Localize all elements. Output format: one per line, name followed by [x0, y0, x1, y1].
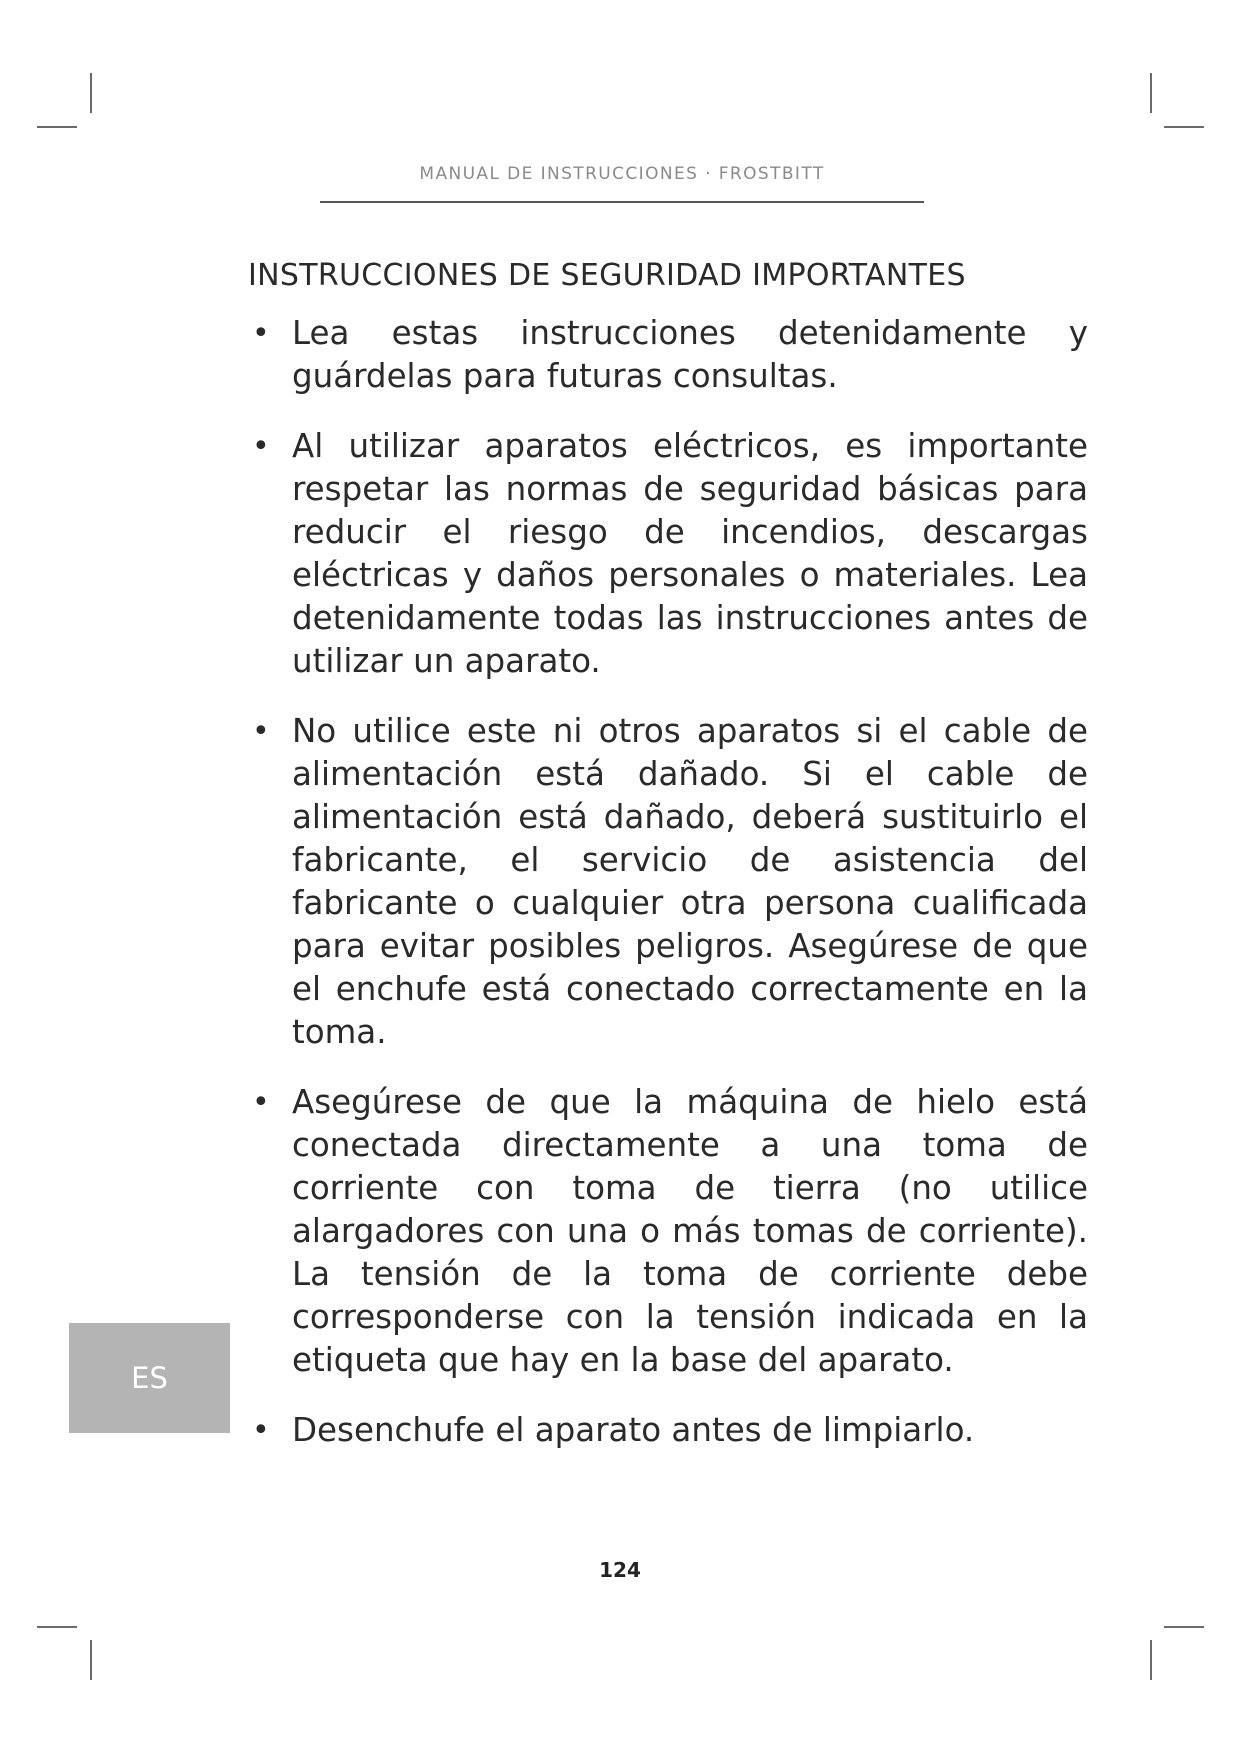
crop-mark-bottom-right-horizontal	[1164, 1626, 1204, 1628]
bullet-icon: •	[252, 714, 270, 749]
language-tab	[69, 1323, 230, 1433]
list-item	[248, 1409, 1088, 1452]
list-item-text: Asegúrese de que la máquina de hielo está conectada directamente a una toma de corriente con toma de tierra (no utilice alargadores con una o más tomas de corriente). La tensión de la toma de corriente debe corresponderse con la tensión indicada en la etiqueta que hay en la base del aparato.	[292, 1083, 1088, 1379]
page-number: 124	[599, 1558, 641, 1582]
crop-mark-bottom-right-vertical	[1150, 1640, 1152, 1680]
bullet-icon: •	[252, 429, 270, 464]
crop-mark-top-right-vertical	[1150, 73, 1152, 113]
bullet-icon: •	[252, 1413, 270, 1448]
list-item-text: Al utilizar aparatos eléctricos, es importante respetar las normas de seguridad básicas para reducir el riesgo de incendios, descargas eléctricas y daños personales o materiales. Lea detenidamente todas las instrucciones antes de utilizar un aparato.	[292, 427, 1088, 680]
list-item-text: Lea estas instrucciones detenidamente y guárdelas para futuras consultas.	[292, 314, 1088, 395]
crop-mark-top-right-horizontal	[1164, 126, 1204, 128]
language-tab-label: ES	[131, 1361, 168, 1395]
list-item-text: No utilice este ni otros aparatos si el cable de alimentación está dañado. Si el cable de alimentación está dañado, deberá sustituirlo el fabricante, el servicio de asistencia del fabricante o cualquier otra persona cualificada para evitar posibles peligros. Asegúrese de que el enchufe está conectado correctamente en la toma.	[292, 712, 1088, 1051]
list-item	[248, 312, 1088, 398]
list-item	[248, 425, 1088, 683]
list-item	[248, 1081, 1088, 1382]
section-title: INSTRUCCIONES DE SEGURIDAD IMPORTANTES	[248, 258, 966, 293]
crop-mark-top-left-vertical	[90, 73, 92, 113]
bullet-icon: •	[252, 316, 270, 351]
crop-mark-top-left-horizontal	[37, 126, 77, 128]
bullet-icon: •	[252, 1085, 270, 1120]
crop-mark-bottom-left-horizontal	[37, 1626, 77, 1628]
header-rule	[320, 201, 924, 203]
running-header: MANUAL DE INSTRUCCIONES · FROSTBITT	[419, 164, 825, 184]
crop-mark-bottom-left-vertical	[90, 1640, 92, 1680]
safety-instructions-list	[248, 312, 1088, 1479]
list-item-text: Desenchufe el aparato antes de limpiarlo.	[292, 1411, 975, 1449]
list-item	[248, 710, 1088, 1054]
